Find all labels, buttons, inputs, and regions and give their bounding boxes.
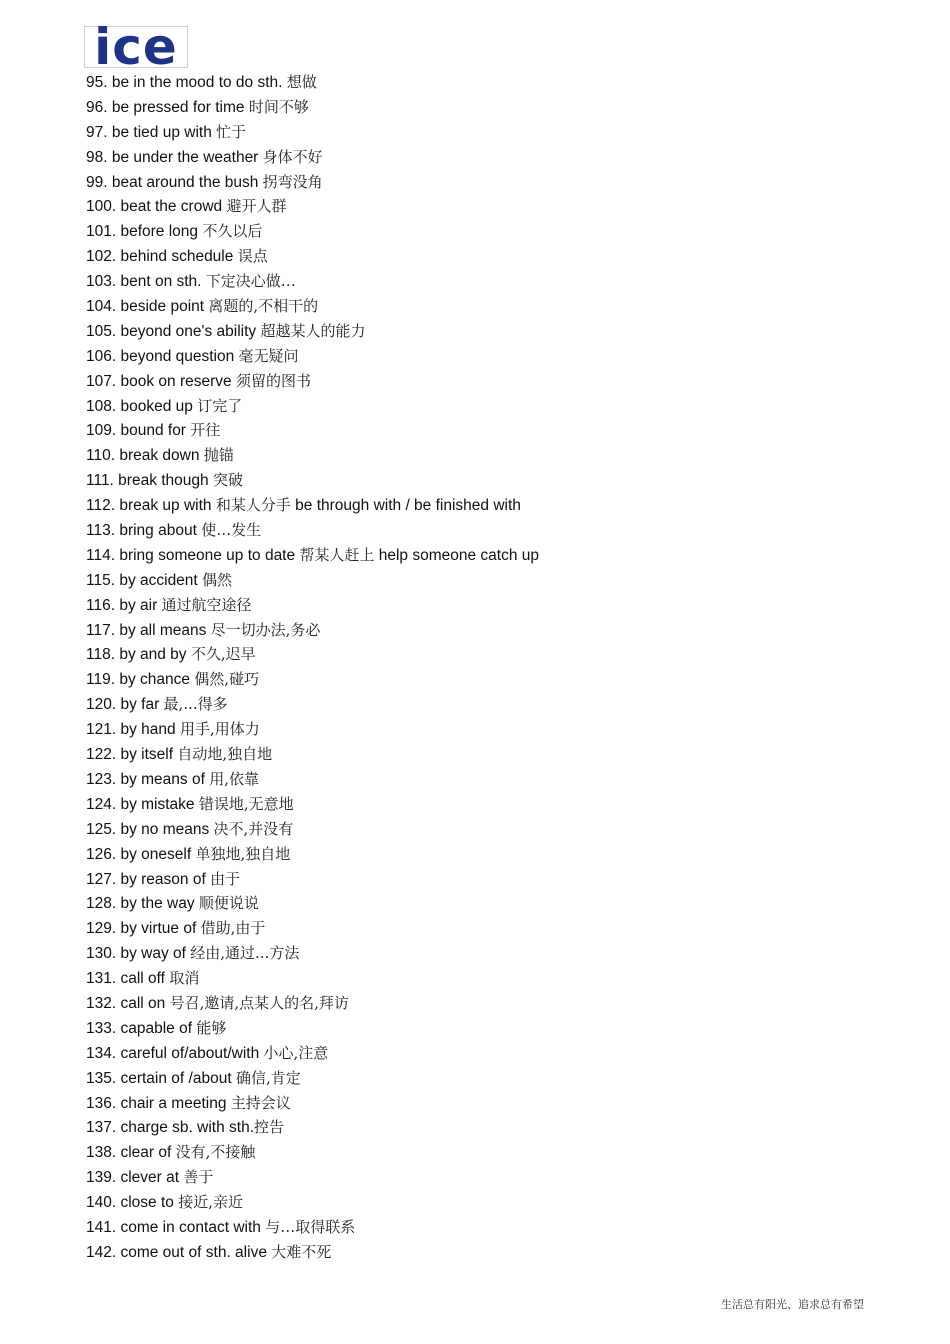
phrase-english: 141. come in contact with bbox=[86, 1218, 266, 1236]
phrase-chinese: 由于 bbox=[210, 869, 241, 888]
phrase-chinese: 通过航空途径 bbox=[161, 595, 252, 614]
phrase-english: 113. bring about bbox=[86, 522, 202, 540]
phrase-english: 97. be tied up with bbox=[86, 123, 217, 141]
phrase-entry bbox=[86, 1165, 906, 1190]
phrase-entry bbox=[86, 568, 906, 593]
phrase-chinese: 忙于 bbox=[216, 122, 247, 141]
phrase-entry bbox=[86, 692, 906, 717]
phrase-entry bbox=[86, 1115, 906, 1140]
phrase-chinese: 毫无疑问 bbox=[238, 346, 299, 365]
phrase-entry bbox=[86, 966, 906, 991]
phrase-entry bbox=[86, 1240, 906, 1265]
phrase-chinese: 借助,由于 bbox=[200, 919, 266, 938]
phrase-english-synonym: help someone catch up bbox=[374, 546, 540, 564]
phrase-entry bbox=[86, 170, 906, 195]
phrase-entry bbox=[86, 344, 906, 369]
phrase-chinese: 帮某人赶上 bbox=[299, 545, 375, 564]
phrase-chinese: 想做 bbox=[286, 73, 317, 91]
phrase-entry bbox=[86, 394, 906, 419]
phrase-chinese: 不久,迟早 bbox=[190, 645, 256, 664]
phrase-english: 137. charge sb. with sth. bbox=[86, 1119, 255, 1137]
phrase-chinese: 避开人群 bbox=[226, 197, 287, 216]
phrase-chinese: 抛锚 bbox=[203, 446, 234, 465]
phrase-english: 100. beat the crowd bbox=[86, 198, 227, 216]
phrase-english: 96. be pressed for time bbox=[86, 98, 249, 116]
phrase-chinese: 大难不死 bbox=[271, 1242, 332, 1261]
phrase-chinese: 订完了 bbox=[197, 396, 243, 415]
phrase-entry bbox=[86, 1140, 906, 1165]
phrase-english: 135. certain of /about bbox=[86, 1069, 236, 1087]
phrase-chinese: 超越某人的能力 bbox=[260, 321, 366, 340]
phrase-english: 106. beyond question bbox=[86, 347, 239, 365]
phrase-english: 110. break down bbox=[86, 447, 204, 465]
phrase-english: 133. capable of bbox=[86, 1019, 197, 1037]
phrase-english: 140. close to bbox=[86, 1194, 179, 1212]
phrase-entry bbox=[86, 543, 906, 568]
phrase-chinese: 不久以后 bbox=[202, 222, 263, 241]
phrase-chinese: 偶然,碰巧 bbox=[194, 670, 260, 689]
phrase-entry bbox=[86, 642, 906, 667]
phrase-chinese: 号召,邀请,点某人的名,拜访 bbox=[169, 993, 349, 1012]
phrase-english: 107. book on reserve bbox=[86, 372, 236, 390]
phrase-english: 104. beside point bbox=[86, 298, 209, 316]
phrase-english: 116. by air bbox=[86, 596, 162, 614]
phrase-entry bbox=[86, 767, 906, 792]
phrase-english: 122. by itself bbox=[86, 746, 178, 764]
phrase-english: 99. beat around the bush bbox=[86, 173, 263, 191]
phrase-english: 123. by means of bbox=[86, 770, 210, 788]
phrase-english: 136. chair a meeting bbox=[86, 1094, 231, 1112]
phrase-entry bbox=[86, 269, 906, 294]
phrase-chinese: 控告 bbox=[254, 1118, 285, 1137]
phrase-english: 128. by the way bbox=[86, 895, 199, 913]
phrase-english: 121. by hand bbox=[86, 721, 180, 739]
phrase-chinese: 拐弯没角 bbox=[262, 172, 323, 191]
phrase-english: 105. beyond one's ability bbox=[86, 322, 261, 340]
phrase-english: 111. break though bbox=[86, 472, 213, 490]
phrase-chinese: 顺便说说 bbox=[198, 894, 259, 913]
phrase-english: 109. bound for bbox=[86, 422, 191, 440]
phrase-entry bbox=[86, 70, 906, 95]
phrase-english: 118. by and by bbox=[86, 646, 191, 664]
phrase-english: 119. by chance bbox=[86, 671, 195, 689]
ice-logo: ice bbox=[84, 26, 188, 68]
phrase-entry bbox=[86, 867, 906, 892]
phrase-entry bbox=[86, 1091, 906, 1116]
phrase-chinese: 单独地,独自地 bbox=[195, 844, 291, 863]
phrase-english: 125. by no means bbox=[86, 820, 214, 838]
phrase-chinese: 自动地,独自地 bbox=[177, 745, 273, 764]
phrase-entry bbox=[86, 443, 906, 468]
phrase-entry bbox=[86, 294, 906, 319]
phrase-entry bbox=[86, 891, 906, 916]
phrase-chinese: 经由,通过...方法 bbox=[190, 944, 300, 963]
phrase-entry bbox=[86, 95, 906, 120]
phrase-chinese: 善于 bbox=[183, 1168, 214, 1187]
page-footer: 生活总有阳光、追求总有希望 bbox=[721, 1298, 864, 1311]
phrase-chinese: 用,依靠 bbox=[209, 769, 259, 788]
phrase-entry bbox=[86, 1016, 906, 1041]
phrase-english: 124. by mistake bbox=[86, 795, 199, 813]
phrase-entry bbox=[86, 1215, 906, 1240]
phrase-english: 95. be in the mood to do sth. bbox=[86, 74, 287, 91]
phrase-chinese: 确信,肯定 bbox=[235, 1068, 301, 1087]
phrase-chinese: 身体不好 bbox=[262, 147, 323, 166]
phrase-entry bbox=[86, 145, 906, 170]
phrase-entry bbox=[86, 319, 906, 344]
phrase-chinese: 决不,并没有 bbox=[213, 819, 294, 838]
phrase-list bbox=[86, 70, 906, 1265]
phrase-english: 129. by virtue of bbox=[86, 920, 201, 938]
phrase-english: 134. careful of/about/with bbox=[86, 1044, 264, 1062]
phrase-entry bbox=[86, 1041, 906, 1066]
phrase-entry bbox=[86, 120, 906, 145]
phrase-chinese: 使…发生 bbox=[201, 521, 262, 540]
phrase-english: 103. bent on sth. bbox=[86, 273, 206, 291]
phrase-entry bbox=[86, 219, 906, 244]
phrase-english: 142. come out of sth. alive bbox=[86, 1243, 272, 1261]
phrase-chinese: 时间不够 bbox=[248, 97, 309, 116]
phrase-entry bbox=[86, 1066, 906, 1091]
phrase-chinese: 离题的,不相干的 bbox=[208, 297, 319, 316]
phrase-english: 101. before long bbox=[86, 223, 203, 241]
phrase-chinese: 尽一切办法,务必 bbox=[210, 620, 321, 639]
phrase-entry bbox=[86, 941, 906, 966]
phrase-entry bbox=[86, 742, 906, 767]
phrase-entry bbox=[86, 667, 906, 692]
phrase-entry bbox=[86, 369, 906, 394]
phrase-english: 98. be under the weather bbox=[86, 148, 263, 166]
phrase-english: 114. bring someone up to date bbox=[86, 546, 300, 564]
phrase-chinese: 取消 bbox=[169, 969, 200, 988]
phrase-english: 138. clear of bbox=[86, 1144, 176, 1162]
phrase-entry bbox=[86, 593, 906, 618]
phrase-english: 132. call on bbox=[86, 994, 170, 1012]
phrase-entry bbox=[86, 468, 906, 493]
phrase-chinese: 下定决心做… bbox=[205, 272, 296, 291]
phrase-chinese: 与…取得联系 bbox=[265, 1217, 356, 1236]
phrase-entry bbox=[86, 418, 906, 443]
phrase-entry bbox=[86, 817, 906, 842]
phrase-chinese: 须留的图书 bbox=[235, 371, 311, 390]
phrase-english: 126. by oneself bbox=[86, 845, 196, 863]
phrase-english: 127. by reason of bbox=[86, 870, 211, 888]
phrase-chinese: 开往 bbox=[190, 421, 221, 440]
phrase-entry bbox=[86, 493, 906, 518]
phrase-entry bbox=[86, 518, 906, 543]
phrase-chinese: 接近,亲近 bbox=[178, 1193, 243, 1212]
phrase-chinese: 能够 bbox=[196, 1018, 227, 1037]
phrase-english: 112. break up with bbox=[86, 497, 216, 515]
phrase-entry bbox=[86, 618, 906, 643]
phrase-english: 120. by far bbox=[86, 696, 164, 714]
phrase-chinese: 误点 bbox=[237, 247, 268, 266]
phrase-english: 117. by all means bbox=[86, 621, 211, 639]
phrase-chinese: 偶然 bbox=[202, 570, 233, 589]
phrase-chinese: 和某人分手 bbox=[215, 496, 291, 515]
phrase-english: 139. clever at bbox=[86, 1169, 184, 1187]
phrase-english: 102. behind schedule bbox=[86, 248, 238, 266]
phrase-entry bbox=[86, 916, 906, 941]
phrase-entry bbox=[86, 792, 906, 817]
phrase-entry bbox=[86, 194, 906, 219]
phrase-english: 108. booked up bbox=[86, 397, 198, 415]
phrase-entry bbox=[86, 991, 906, 1016]
phrase-chinese: 小心,注意 bbox=[263, 1043, 329, 1062]
phrase-entry bbox=[86, 842, 906, 867]
phrase-english: 131. call off bbox=[86, 970, 170, 988]
phrase-chinese: 没有,不接触 bbox=[175, 1143, 256, 1162]
phrase-chinese: 最,...得多 bbox=[163, 695, 228, 714]
phrase-entry bbox=[86, 244, 906, 269]
phrase-chinese: 主持会议 bbox=[230, 1093, 291, 1112]
phrase-english: 130. by way of bbox=[86, 945, 191, 963]
phrase-chinese: 突破 bbox=[212, 471, 243, 490]
phrase-english-synonym: be through with / be finished with bbox=[290, 497, 521, 515]
phrase-chinese: 错误地,无意地 bbox=[198, 794, 294, 813]
phrase-chinese: 用手,用体力 bbox=[179, 720, 260, 739]
phrase-entry bbox=[86, 1190, 906, 1215]
phrase-entry bbox=[86, 717, 906, 742]
phrase-english: 115. by accident bbox=[86, 571, 203, 589]
